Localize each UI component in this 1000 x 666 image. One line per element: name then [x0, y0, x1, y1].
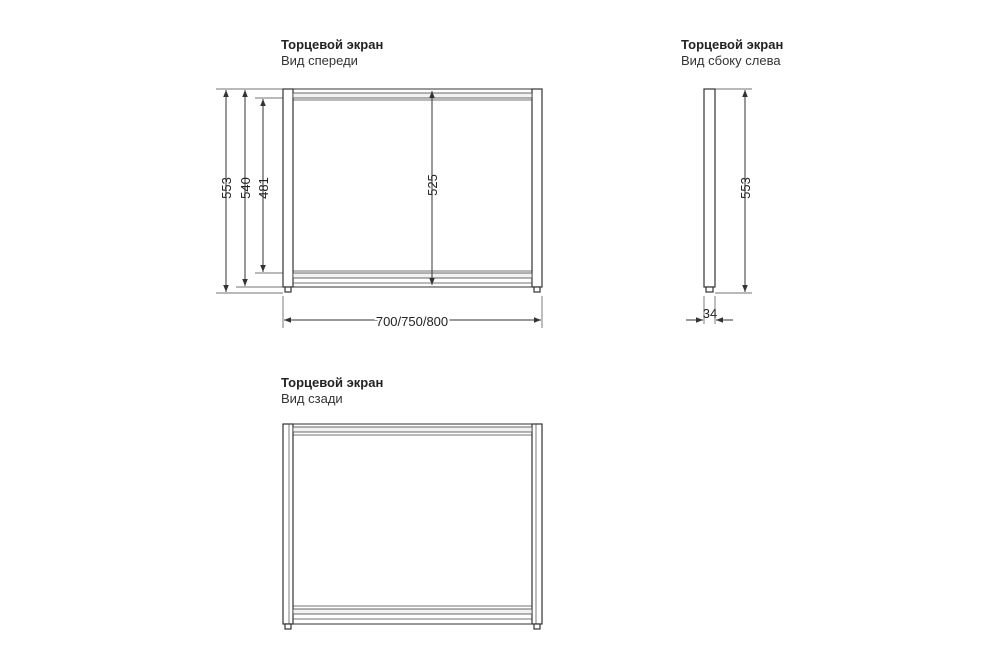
front-bottom-rail — [293, 273, 532, 278]
side-view-subtitle: Вид сбоку слева — [681, 53, 781, 68]
back-top-rail — [293, 427, 532, 432]
front-view-title: Торцевой экран — [281, 37, 384, 52]
back-view-title: Торцевой экран — [281, 375, 384, 390]
back-left-foot — [285, 624, 291, 629]
front-center-height-label: 525 — [425, 174, 440, 196]
front-left-foot — [285, 287, 291, 292]
front-view-drawing — [216, 89, 542, 329]
back-left-post — [283, 424, 293, 624]
side-view-title: Торцевой экран — [681, 37, 784, 52]
front-left-post — [283, 89, 293, 287]
front-total-height-label: 553 — [219, 177, 234, 199]
back-right-post — [532, 424, 542, 624]
back-right-foot — [534, 624, 540, 629]
front-top-rail — [293, 93, 532, 98]
front-panel-height-label: 540 — [238, 177, 253, 199]
front-inner-height-label: 481 — [256, 177, 271, 199]
side-view-drawing — [686, 89, 753, 324]
front-view-subtitle: Вид спереди — [281, 53, 358, 68]
front-width-label: 700/750/800 — [375, 314, 449, 329]
back-bottom-rail — [293, 609, 532, 614]
back-view-drawing — [283, 424, 542, 629]
side-post — [704, 89, 715, 287]
back-view-subtitle: Вид сзади — [281, 391, 343, 406]
front-right-post — [532, 89, 542, 287]
side-foot — [706, 287, 713, 292]
side-height-label: 553 — [738, 177, 753, 199]
side-depth-label: 34 — [702, 306, 718, 321]
front-right-foot — [534, 287, 540, 292]
